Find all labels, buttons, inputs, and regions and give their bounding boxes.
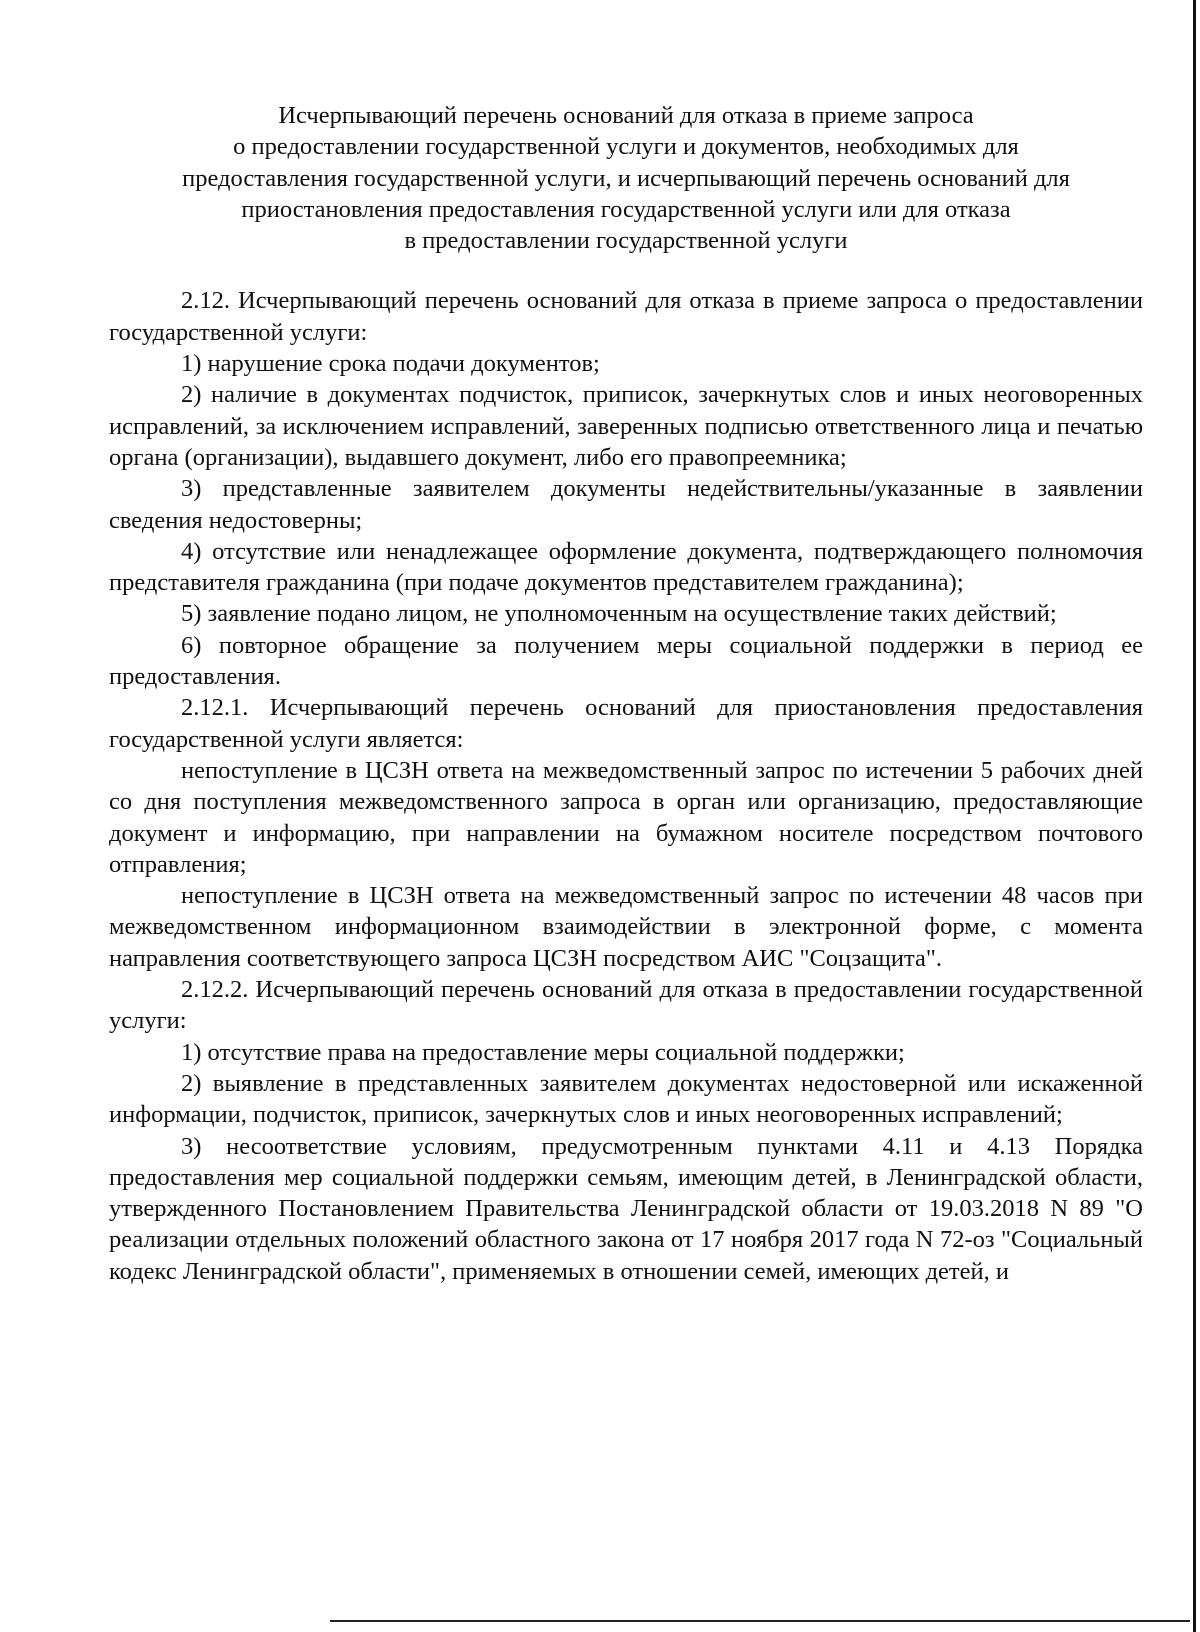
list-item: 1) отсутствие права на предоставление меры социальной поддержки; xyxy=(181,1038,905,1066)
heading-line: предоставления государственной услуги, и исчерпывающий перечень оснований для xyxy=(182,164,1070,192)
document-body xyxy=(109,100,1143,1287)
list-item: 5) заявление подано лицом, не уполномоченным на осуществление таких действий; xyxy=(181,600,1057,628)
list-item: 3) несоответствие условиям, предусмотренным пунктами 4.11 и 4.13 Порядка предоставления мер социальной поддержки семьям, имеющим детей, в Ленинградской области, утвержденного Постановлением Правительства Ленинградской области от 19.03.2018 N 89 "О реализации отдельных положений областного закона от 17 ноября 2017 года N 72-оз "Социальный кодекс Ленинградской области", применяемых в отношении семей, имеющих детей, и xyxy=(109,1132,1143,1285)
list-item: 1) нарушение срока подачи документов; xyxy=(181,350,600,378)
list-item: 2) выявление в представленных заявителем документах недостоверной или искаженной информации, подчисток, приписок, зачеркнутых слов и иных неоговоренных исправлений; xyxy=(109,1069,1143,1129)
scan-edge-right xyxy=(1193,0,1196,1632)
list-item: непоступление в ЦСЗН ответа на межведомственный запрос по истечении 48 часов при межведомственном информационном взаимодействии в электронной форме, с момента направления соответствующего запроса ЦСЗН посредством АИС "Соцзащита". xyxy=(109,882,1143,972)
section-heading xyxy=(109,100,1143,256)
clause-2-12-2: 2.12.2. Исчерпывающий перечень оснований для отказа в предоставлении государственной услуги: xyxy=(109,976,1143,1035)
clause-2-12: 2.12. Исчерпывающий перечень оснований для отказа в приеме запроса о предоставлении государственной услуги: xyxy=(109,287,1143,346)
heading-line: Исчерпывающий перечень оснований для отказа в приеме запроса xyxy=(278,102,974,129)
heading-line: о предоставлении государственной услуги и документов, необходимых для xyxy=(233,133,1019,161)
list-item: 2) наличие в документах подчисток, приписок, зачеркнутых слов и иных неоговоренных исправлений, за исключением исправлений, заверенных подписью ответственного лица и печатью органа (организации), выдавшего документ, либо его правопреемника; xyxy=(109,381,1143,471)
scan-edge-bottom xyxy=(330,1620,1190,1622)
heading-line: в предоставлении государственной услуги xyxy=(404,227,848,255)
list-item: 3) представленные заявителем документы недействительны/указанные в заявлении сведения недостоверны; xyxy=(109,475,1143,534)
list-item: 4) отсутствие или ненадлежащее оформление документа, подтверждающего полномочия представителя гражданина (при подаче документов представителем гражданина); xyxy=(109,537,1143,597)
clause-2-12-1: 2.12.1. Исчерпывающий перечень оснований для приостановления предоставления государственной услуги является: xyxy=(109,694,1143,753)
list-item: непоступление в ЦСЗН ответа на межведомственный запрос по истечении 5 рабочих дней со дня поступления межведомственного запроса в орган или организацию, предоставляющие документ и информацию, при направлении на бумажном носителе посредством почтового отправления; xyxy=(109,756,1143,878)
list-item: 6) повторное обращение за получением меры социальной поддержки в период ее предоставления. xyxy=(109,631,1143,691)
heading-line: приостановления предоставления государственной услуги или для отказа xyxy=(241,195,1011,223)
